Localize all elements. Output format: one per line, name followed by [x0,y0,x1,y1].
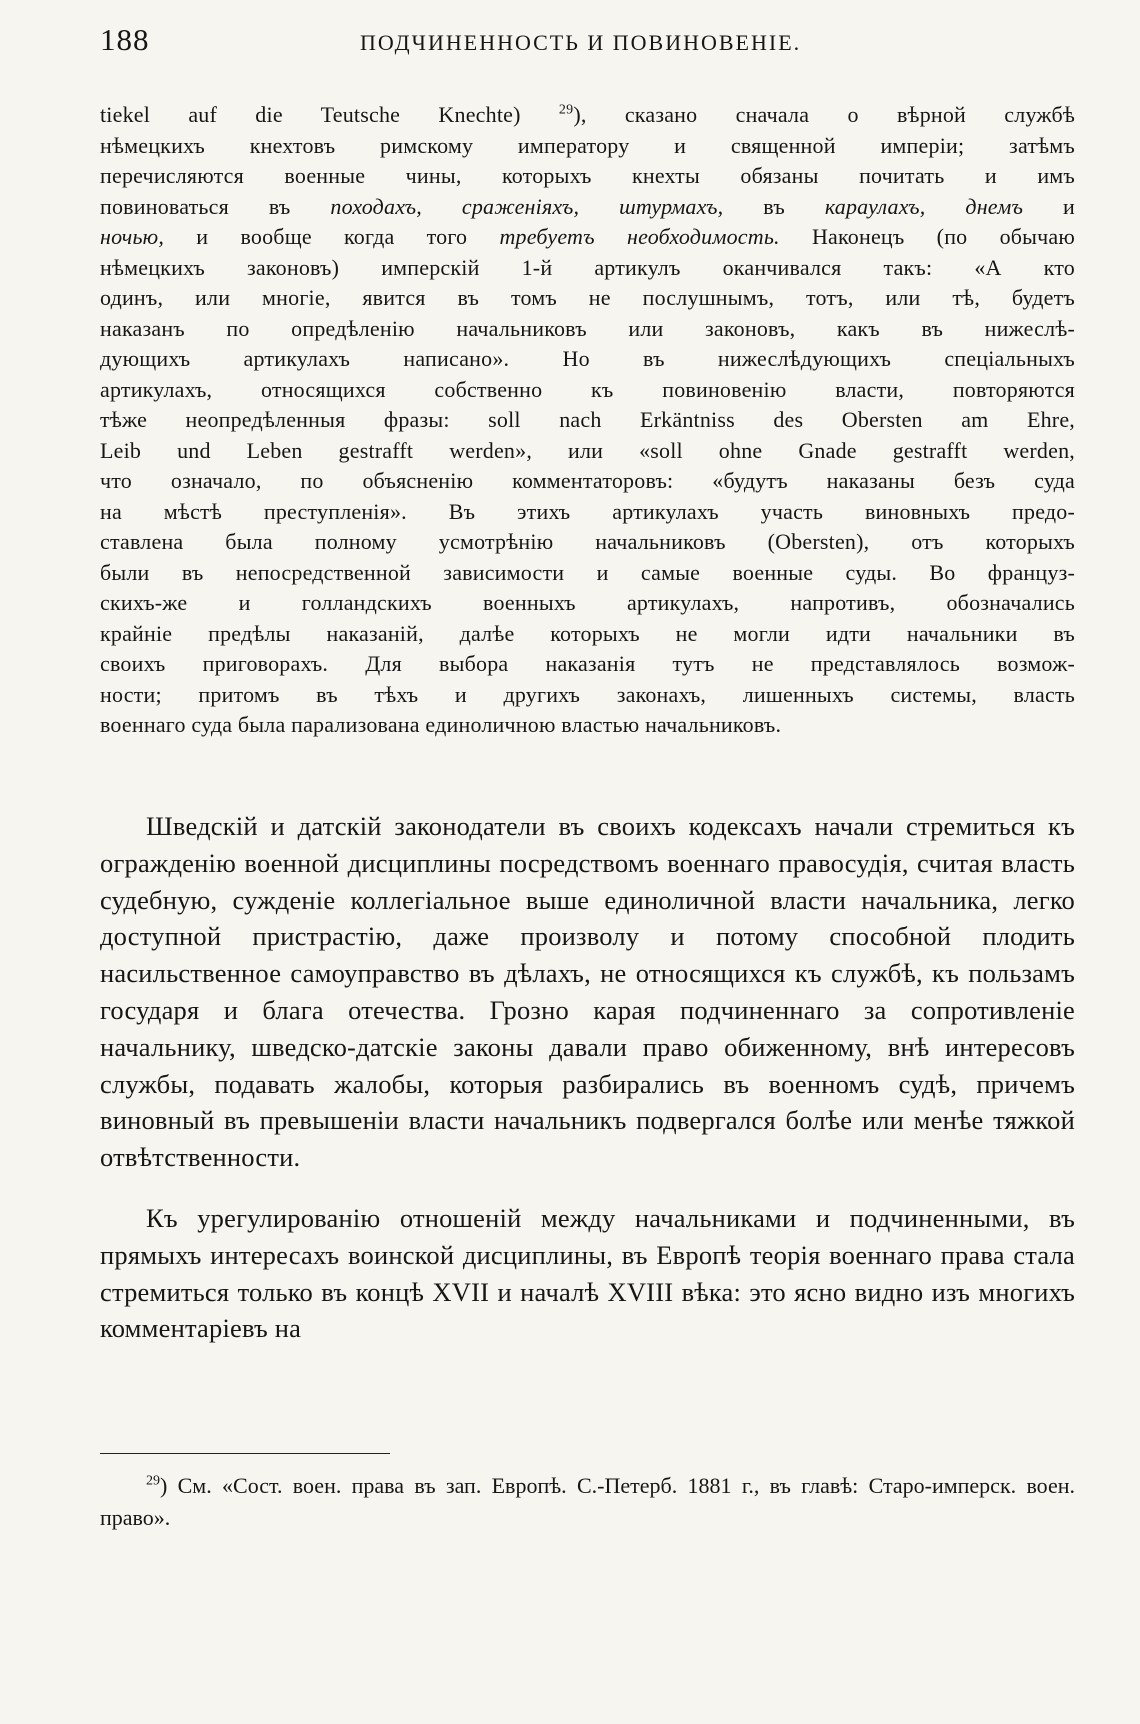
text-line: артикулахъ, относящихся собственно къ повиновенію власти, повторяются [100,376,1075,402]
text-line: что означало, по объясненію комментаторовъ: «будутъ наказаны безъ суда [100,468,1075,493]
text-line: крайніе предѣлы наказаній, далѣе которыхъ не могли идти начальники въ [100,620,1075,646]
emphasis: требуетъ необходимость. [499,224,780,249]
text-line: повиноваться въ походахъ, сраженіяхъ, штурмахъ, въ караулахъ, днемъ и [100,193,1075,219]
emphasis: караулахъ, днемъ [824,193,1024,219]
text-line: дующихъ артикулахъ написано». Но въ нижеслѣдующихъ спеціальныхъ [100,346,1075,371]
footnote [100,1470,1075,1534]
emphasis: походахъ, сраженіяхъ, штурмахъ, [330,193,724,219]
text-line: одинъ, или многіе, явится въ томъ не послушнымъ, тотъ, или тѣ, будетъ [100,285,1075,310]
emphasis: ночью, [100,224,165,249]
paragraph-text: Къ урегулированію отношеній между начальниками и подчиненными, въ прямыхъ интересахъ воинской дисциплины, въ Европѣ теорія военнаго права стала стремиться только въ концѣ XVII и началѣ XVIII вѣка: это ясно видно изъ многихъ комментаріевъ на [100,1203,1075,1344]
text-line: ности; притомъ въ тѣхъ и другихъ законахъ, лишенныхъ системы, власть [100,681,1075,707]
running-title: ПОДЧИНЕННОСТЬ И ПОВИНОВЕНІЕ. [360,30,802,55]
body-paragraph [100,1200,1075,1347]
page-number: 188 [100,22,150,57]
text-line: были въ непосредственной зависимости и самые военные суды. Во француз- [100,559,1075,585]
text-line: нѣмецкихъ кнехтовъ римскому императору и священной имперіи; затѣмъ [100,132,1075,158]
paragraph-text: Шведскій и датскій законодатели въ своихъ кодексахъ начали стремиться къ огражденію военной дисциплины посредствомъ военнаго правосудія, считая власть судебную, сужденіе коллегіальное выше единоличной власти начальника, легко доступной пристрастію, даже произволу и потому способной плодить насильственное самоуправство въ дѣлахъ, не относящихся къ службѣ, къ пользамъ государя и блага отечества. Грозно карая подчиненнаго за сопротивленіе начальнику, шведско-датскіе законы давали право обиженному, внѣ интересовъ службы, подавать жалобы, которыя разбирались въ военномъ судѣ, причемъ виновный въ превышеніи власти начальникъ подвергался болѣе или менѣе тяжкой отвѣтственности. [100,811,1075,1173]
text-line: нѣмецкихъ законовъ) имперскій 1-й артикулъ оканчивался такъ: «А кто [100,254,1075,280]
text-line: своихъ приговорахъ. Для выбора наказанія тутъ не представлялось возмож- [100,651,1075,676]
text-line: на мѣстѣ преступленія». Въ этихъ артикулахъ участь виновныхъ предо- [100,498,1075,524]
text-line: ставлена была полному усмотрѣнію начальниковъ (Obersten), отъ которыхъ [100,529,1075,554]
text-line: тѣже неопредѣленныя фразы: soll nach Erkäntniss des Obersten am Ehre, [100,407,1075,432]
page-body [100,100,1076,1344]
text-line: Leib und Leben gestrafft werden», или «soll ohne Gnade gestrafft werden, [100,437,1075,463]
body-paragraph [100,808,1075,1176]
small-print-paragraph [100,100,1075,741]
text-line: ночью, и вообще когда того требуетъ необходимость. Наконецъ (по обычаю [100,224,1076,249]
text-line: наказанъ по опредѣленію начальниковъ или законовъ, какъ въ нижеслѣ- [100,315,1075,341]
footnote-divider [100,1453,390,1454]
text-line: tiekel auf die Teutsche Knechte) $^{29}$), сказано сначала о вѣрной службѣ [100,102,1076,127]
footnote-marker: 29 [146,1473,160,1489]
page-header [100,22,1075,66]
text-line: скихъ-же и голландскихъ военныхъ артикулахъ, напротивъ, обозначались [100,590,1075,615]
text-line: военнаго суда была парализована единоличною властью начальниковъ. [100,712,782,737]
footnote-reference[interactable]: 29 [558,102,574,118]
footnote-text: ) См. «Сост. воен. права въ зап. Европѣ. С.-Петерб. 1881 г., въ главѣ: Старо-имперск. воен. право». [100,1473,1075,1530]
text-line: перечисляются военные чины, которыхъ кнехты обязаны почитать и имъ [100,163,1075,188]
